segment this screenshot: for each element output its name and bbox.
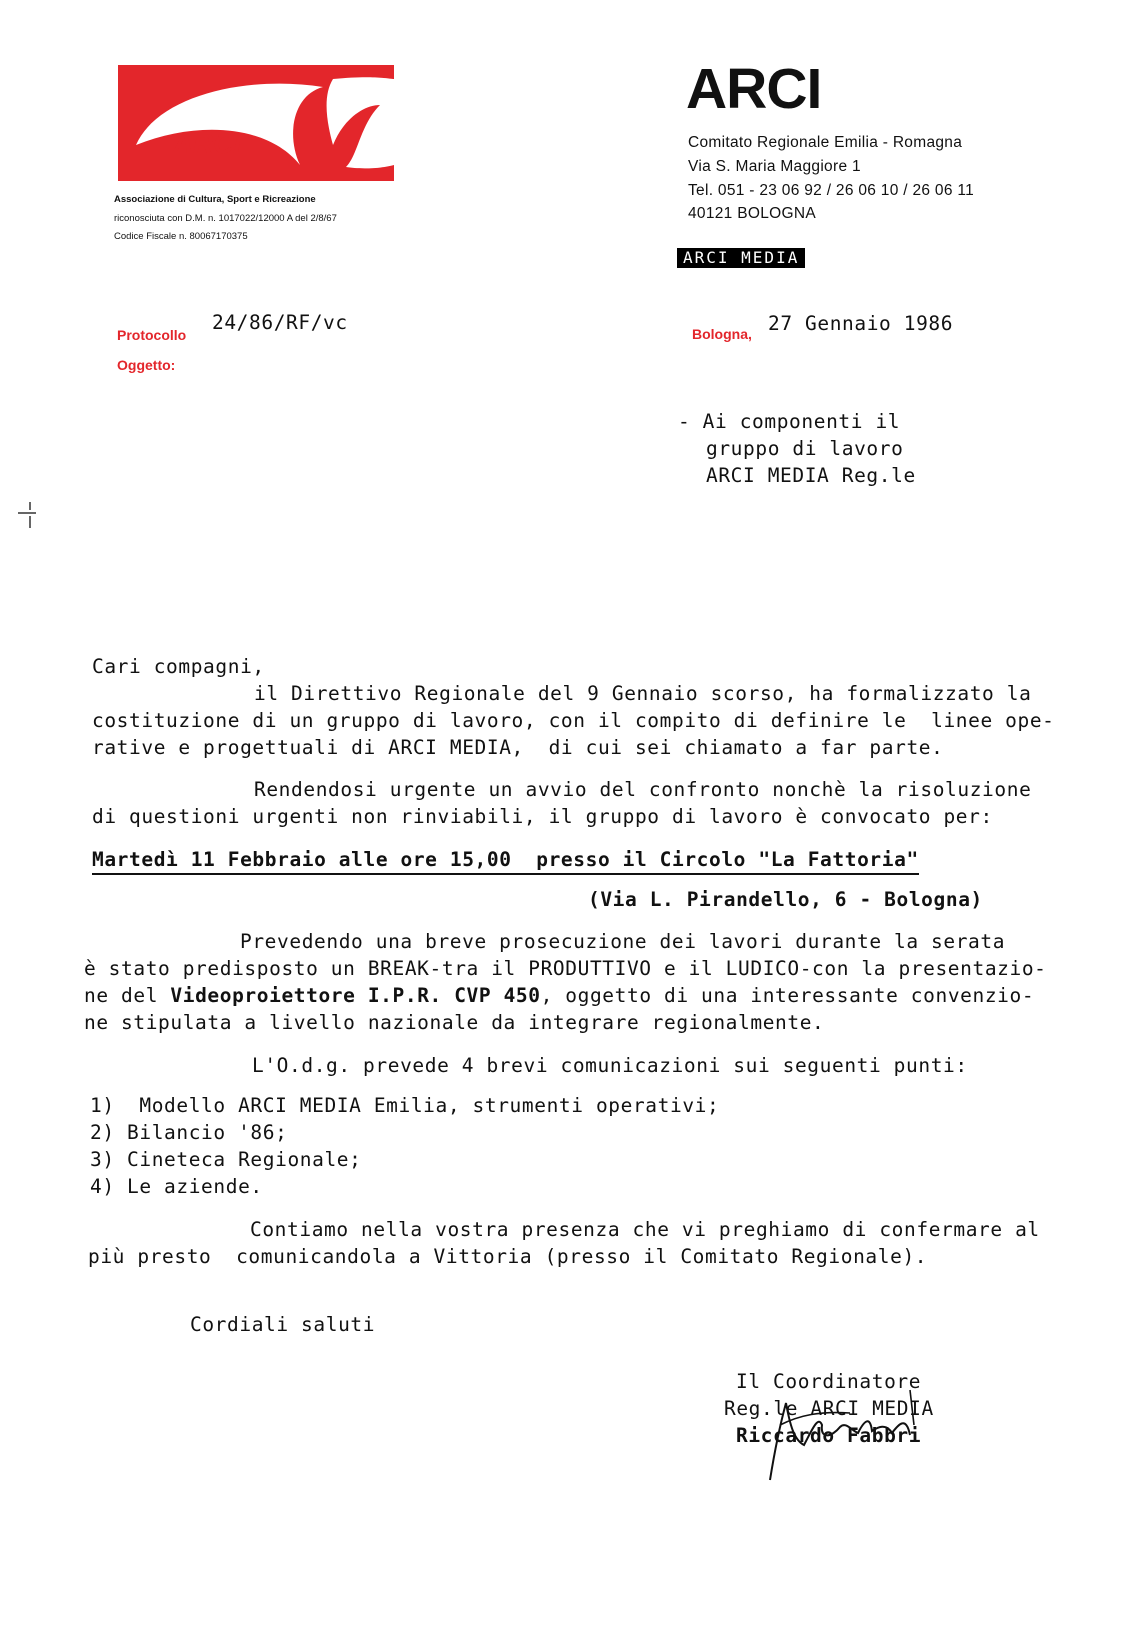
agenda-intro: L'O.d.g. prevede 4 brevi comunicazioni sui seguenti punti: [252, 1054, 968, 1077]
date-value: 27 Gennaio 1986 [768, 312, 954, 335]
paragraph-line: di questioni urgenti non rinviabili, il gruppo di lavoro è convocato per: [92, 805, 993, 828]
meeting-venue: (Via L. Pirandello, 6 - Bologna) [588, 888, 983, 911]
association-recognition: riconosciuta con D.M. n. 1017022/12000 A del 2/8/67 [114, 213, 337, 224]
org-title: ARCI [686, 57, 822, 121]
protocol-value: 24/86/RF/vc [212, 311, 348, 334]
signature-role: Reg.le ARCI MEDIA [724, 1397, 934, 1420]
handwritten-signature [760, 1385, 930, 1485]
paragraph-line: Rendendosi urgente un avvio del confronto nonchè la risoluzione [254, 778, 1032, 801]
signature-name: Riccardo Fabbri [736, 1424, 922, 1447]
paragraph-line: Prevedendo una breve prosecuzione dei lavori durante la serata [240, 930, 1006, 953]
recipient-line: - Ai componenti il [678, 410, 901, 433]
paragraph-line: più presto comunicandola a Vittoria (presso il Comitato Regionale). [88, 1245, 928, 1268]
paragraph-line: rative e progettuali di ARCI MEDIA, di cui sei chiamato a far parte. [92, 736, 944, 759]
association-tax-code: Codice Fiscale n. 80067170375 [114, 231, 248, 242]
agenda-item: 3) Cineteca Regionale; [90, 1148, 362, 1171]
recipient-line: gruppo di lavoro [706, 437, 904, 460]
agenda-item: 1) Modello ARCI MEDIA Emilia, strumenti operativi; [90, 1094, 720, 1117]
address-street: Via S. Maria Maggiore 1 [688, 158, 861, 175]
product-name: Videoproiettore I.P.R. CVP 450 [170, 984, 541, 1007]
recipient-line: ARCI MEDIA Reg.le [706, 464, 916, 487]
agenda-item: 4) Le aziende. [90, 1175, 263, 1198]
address-phone: Tel. 051 - 23 06 92 / 26 06 10 / 26 06 11 [688, 182, 975, 199]
place-label: Bologna, [692, 326, 752, 342]
paragraph-line: è stato predisposto un BREAK-tra il PRODUTTIVO e il LUDICO-con la presentazio- [84, 957, 1047, 980]
paragraph-line: Contiamo nella vostra presenza che vi preghiamo di confermare al [250, 1218, 1040, 1241]
arci-swoosh-icon [118, 65, 394, 181]
address-city: 40121 BOLOGNA [688, 205, 816, 222]
greeting: Cari compagni, [92, 655, 265, 678]
closing: Cordiali saluti [190, 1313, 376, 1336]
margin-mark-icon [16, 500, 40, 530]
agenda-item: 2) Bilancio '86; [90, 1121, 288, 1144]
protocol-label: Protocollo [117, 327, 187, 343]
paragraph-line: ne stipulata a livello nazionale da integrare regionalmente. [84, 1011, 825, 1034]
paragraph-line: costituzione di un gruppo di lavoro, con il compito di definire le linee ope- [92, 709, 1055, 732]
logo-text: ARCI [172, 128, 242, 159]
association-name: Associazione di Cultura, Sport e Ricreazione [114, 194, 316, 205]
subject-label: Oggetto: [117, 357, 176, 373]
committee-name: Comitato Regionale Emilia - Romagna [688, 134, 963, 151]
section-tag: ARCI MEDIA [677, 248, 805, 268]
paragraph-line: il Direttivo Regionale del 9 Gennaio scorso, ha formalizzato la [254, 682, 1032, 705]
text-part: ne del [84, 984, 171, 1007]
signature-title: Il Coordinatore [736, 1370, 922, 1393]
text-part: , oggetto di una interessante convenzio- [540, 984, 1035, 1007]
arci-logo [118, 65, 394, 181]
meeting-details: Martedì 11 Febbraio alle ore 15,00 presso il Circolo "La Fattoria" [92, 848, 919, 875]
paragraph-line [84, 984, 1034, 1007]
